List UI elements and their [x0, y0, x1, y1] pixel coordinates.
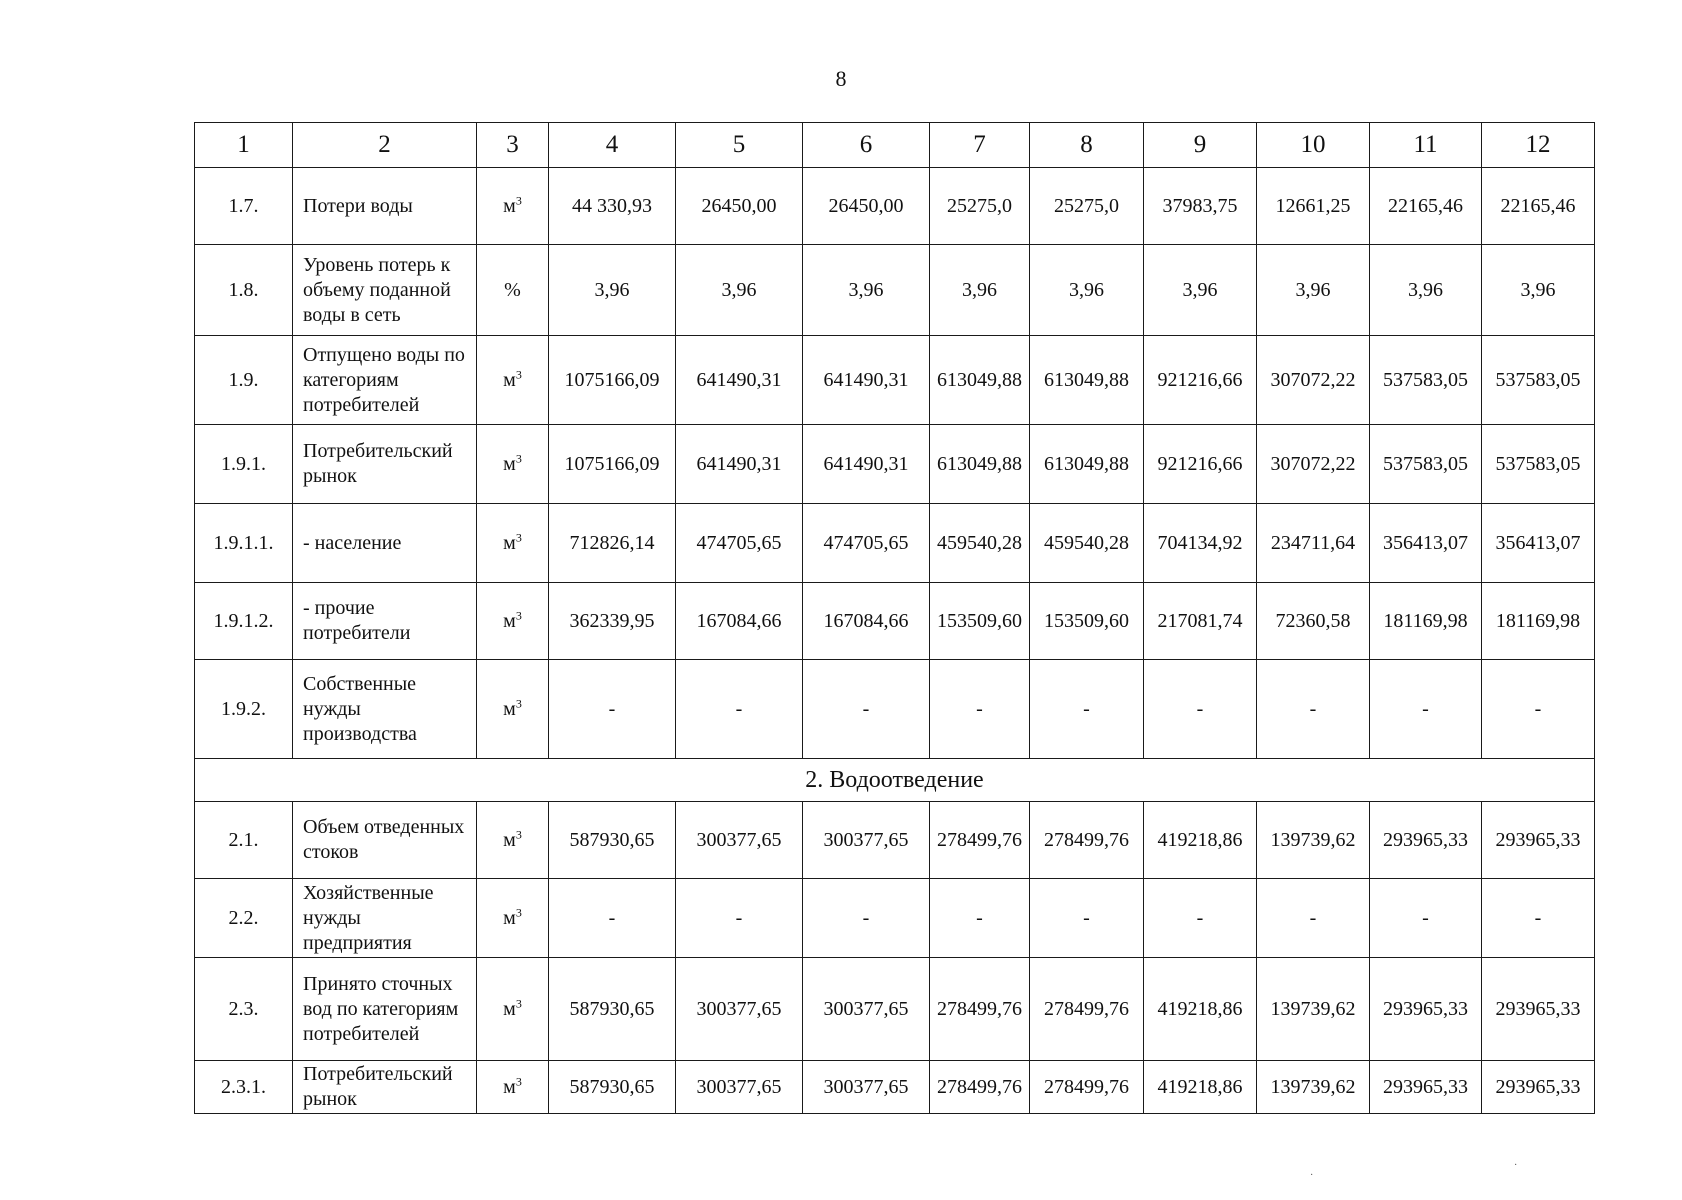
value-cell: 22165,46	[1370, 168, 1482, 245]
unit-base: м	[503, 610, 516, 632]
value-cell: 300377,65	[803, 1061, 930, 1114]
row-number-cell: 1.9.1.1.	[195, 504, 293, 583]
value-cell: -	[1370, 660, 1482, 759]
value-cell: 278499,76	[1030, 802, 1144, 879]
row-number-cell: 1.8.	[195, 245, 293, 336]
value-cell: 537583,05	[1370, 336, 1482, 425]
value-cell: 293965,33	[1482, 958, 1595, 1061]
value-cell: 356413,07	[1482, 504, 1595, 583]
row-number-cell: 2.1.	[195, 802, 293, 879]
scan-speck: ·	[1310, 1170, 1314, 1181]
unit-cell	[477, 958, 549, 1061]
row-number-cell: 1.7.	[195, 168, 293, 245]
column-number-cell: 3	[477, 123, 549, 168]
column-number-cell: 6	[803, 123, 930, 168]
value-cell: 704134,92	[1144, 504, 1257, 583]
table-body	[195, 123, 1595, 1114]
value-cell: 1075166,09	[549, 336, 676, 425]
value-cell: 474705,65	[803, 504, 930, 583]
table-row	[195, 1061, 1595, 1114]
column-number-cell: 9	[1144, 123, 1257, 168]
value-cell: 139739,62	[1257, 802, 1370, 879]
page-number: 8	[835, 66, 847, 91]
row-number-cell: 2.2.	[195, 879, 293, 958]
value-cell: 474705,65	[676, 504, 803, 583]
value-cell: -	[1030, 879, 1144, 958]
scan-speck: ·	[1514, 1160, 1518, 1171]
unit-base: м	[503, 698, 516, 720]
column-number-cell: 8	[1030, 123, 1144, 168]
table-row	[195, 660, 1595, 759]
value-cell: 641490,31	[803, 425, 930, 504]
table-row	[195, 168, 1595, 245]
value-cell: 921216,66	[1144, 425, 1257, 504]
indicator-name-cell: Отпущено воды по категориям потребителей	[293, 336, 477, 425]
value-cell: 278499,76	[1030, 958, 1144, 1061]
column-number-cell: 4	[549, 123, 676, 168]
value-cell: -	[549, 660, 676, 759]
value-cell: 307072,22	[1257, 336, 1370, 425]
value-cell: -	[1257, 660, 1370, 759]
indicator-name-cell: Собственные нужды производства	[293, 660, 477, 759]
unit-base: м	[503, 453, 516, 475]
value-cell: 613049,88	[930, 336, 1030, 425]
value-cell: 3,96	[803, 245, 930, 336]
unit-exponent: 3	[515, 827, 522, 842]
unit-base: м	[503, 829, 516, 851]
value-cell: 3,96	[676, 245, 803, 336]
indicator-name-cell: Потребительский рынок	[293, 1061, 477, 1114]
unit-exponent: 3	[515, 696, 522, 711]
value-cell: 362339,95	[549, 583, 676, 660]
value-cell: 181169,98	[1482, 583, 1595, 660]
value-cell: 293965,33	[1482, 802, 1595, 879]
value-cell: 293965,33	[1482, 1061, 1595, 1114]
value-cell: 37983,75	[1144, 168, 1257, 245]
value-cell: 537583,05	[1482, 336, 1595, 425]
unit-cell	[477, 1061, 549, 1114]
data-table	[194, 122, 1595, 1114]
table-row	[195, 504, 1595, 583]
value-cell: 587930,65	[549, 802, 676, 879]
unit-cell	[477, 879, 549, 958]
value-cell: 459540,28	[1030, 504, 1144, 583]
row-number-cell: 2.3.1.	[195, 1061, 293, 1114]
value-cell: -	[549, 879, 676, 958]
value-cell: 613049,88	[1030, 336, 1144, 425]
value-cell: -	[1144, 660, 1257, 759]
value-cell: 278499,76	[930, 958, 1030, 1061]
value-cell: 613049,88	[930, 425, 1030, 504]
value-cell: -	[1144, 879, 1257, 958]
value-cell: 1075166,09	[549, 425, 676, 504]
value-cell: 459540,28	[930, 504, 1030, 583]
unit-cell	[477, 583, 549, 660]
unit-exponent: 3	[515, 1074, 522, 1089]
value-cell: 3,96	[549, 245, 676, 336]
unit-cell	[477, 168, 549, 245]
indicator-name-cell: - прочие потребители	[293, 583, 477, 660]
value-cell: -	[930, 660, 1030, 759]
value-cell: -	[930, 879, 1030, 958]
unit-base: м	[503, 369, 516, 391]
value-cell: 72360,58	[1257, 583, 1370, 660]
table-row	[195, 879, 1595, 958]
unit-exponent: 3	[515, 905, 522, 920]
value-cell: -	[1030, 660, 1144, 759]
indicator-name-cell: Потребительский рынок	[293, 425, 477, 504]
value-cell: 234711,64	[1257, 504, 1370, 583]
value-cell: 26450,00	[676, 168, 803, 245]
value-cell: 300377,65	[676, 1061, 803, 1114]
unit-cell	[477, 336, 549, 425]
value-cell: 300377,65	[676, 802, 803, 879]
value-cell: 419218,86	[1144, 1061, 1257, 1114]
value-cell: 25275,0	[930, 168, 1030, 245]
value-cell: -	[803, 660, 930, 759]
value-cell: 139739,62	[1257, 1061, 1370, 1114]
unit-exponent: 3	[515, 193, 522, 208]
table-row	[195, 336, 1595, 425]
value-cell: -	[1257, 879, 1370, 958]
value-cell: 217081,74	[1144, 583, 1257, 660]
unit-exponent: 3	[515, 608, 522, 623]
row-number-cell: 1.9.2.	[195, 660, 293, 759]
value-cell: 3,96	[1030, 245, 1144, 336]
section-title: 2. Водоотведение	[195, 759, 1595, 802]
value-cell: 300377,65	[676, 958, 803, 1061]
unit-base: м	[503, 907, 516, 929]
value-cell: 419218,86	[1144, 958, 1257, 1061]
value-cell: -	[803, 879, 930, 958]
indicator-name-cell: - население	[293, 504, 477, 583]
indicator-name-cell: Потери воды	[293, 168, 477, 245]
column-number-cell: 10	[1257, 123, 1370, 168]
value-cell: 300377,65	[803, 958, 930, 1061]
value-cell: 139739,62	[1257, 958, 1370, 1061]
value-cell: 712826,14	[549, 504, 676, 583]
value-cell: 537583,05	[1482, 425, 1595, 504]
table-row	[195, 425, 1595, 504]
value-cell: 3,96	[1144, 245, 1257, 336]
value-cell: 293965,33	[1370, 1061, 1482, 1114]
row-number-cell: 2.3.	[195, 958, 293, 1061]
value-cell: 3,96	[1370, 245, 1482, 336]
value-cell: -	[676, 879, 803, 958]
value-cell: 293965,33	[1370, 802, 1482, 879]
unit-exponent: 3	[515, 451, 522, 466]
column-number-cell: 2	[293, 123, 477, 168]
column-number-cell: 7	[930, 123, 1030, 168]
unit-base: м	[503, 195, 516, 217]
unit-cell	[477, 802, 549, 879]
value-cell: 278499,76	[930, 802, 1030, 879]
unit-cell: %	[477, 245, 549, 336]
row-number-cell: 1.9.1.2.	[195, 583, 293, 660]
unit-cell	[477, 425, 549, 504]
value-cell: 587930,65	[549, 1061, 676, 1114]
unit-base: м	[503, 532, 516, 554]
value-cell: -	[1370, 879, 1482, 958]
unit-cell	[477, 504, 549, 583]
value-cell: 153509,60	[1030, 583, 1144, 660]
value-cell: -	[1482, 660, 1595, 759]
value-cell: 537583,05	[1370, 425, 1482, 504]
value-cell: 278499,76	[1030, 1061, 1144, 1114]
row-number-cell: 1.9.1.	[195, 425, 293, 504]
unit-exponent: 3	[515, 367, 522, 382]
table-row	[195, 958, 1595, 1061]
value-cell: 181169,98	[1370, 583, 1482, 660]
value-cell: 356413,07	[1370, 504, 1482, 583]
column-number-cell: 11	[1370, 123, 1482, 168]
value-cell: 153509,60	[930, 583, 1030, 660]
unit-cell	[477, 660, 549, 759]
value-cell: 613049,88	[1030, 425, 1144, 504]
value-cell: 921216,66	[1144, 336, 1257, 425]
value-cell: 167084,66	[676, 583, 803, 660]
value-cell: 419218,86	[1144, 802, 1257, 879]
table-row	[195, 802, 1595, 879]
column-number-row	[195, 123, 1595, 168]
value-cell: 44 330,93	[549, 168, 676, 245]
value-cell: 22165,46	[1482, 168, 1595, 245]
section-row	[195, 759, 1595, 802]
value-cell: 167084,66	[803, 583, 930, 660]
indicator-name-cell: Хозяйственные нужды предприятия	[293, 879, 477, 958]
indicator-name-cell: Уровень потерь к объему поданной воды в сеть	[293, 245, 477, 336]
value-cell: 307072,22	[1257, 425, 1370, 504]
unit-exponent: 3	[515, 530, 522, 545]
column-number-cell: 1	[195, 123, 293, 168]
value-cell: 641490,31	[803, 336, 930, 425]
value-cell: 12661,25	[1257, 168, 1370, 245]
value-cell: 26450,00	[803, 168, 930, 245]
column-number-cell: 12	[1482, 123, 1595, 168]
indicator-name-cell: Принято сточных вод по категориям потребителей	[293, 958, 477, 1061]
column-number-cell: 5	[676, 123, 803, 168]
value-cell: 3,96	[1257, 245, 1370, 336]
value-cell: 3,96	[1482, 245, 1595, 336]
value-cell: -	[1482, 879, 1595, 958]
value-cell: 641490,31	[676, 425, 803, 504]
value-cell: 641490,31	[676, 336, 803, 425]
value-cell: 587930,65	[549, 958, 676, 1061]
unit-base: м	[503, 998, 516, 1020]
unit-base: м	[503, 1076, 516, 1098]
value-cell: 25275,0	[1030, 168, 1144, 245]
value-cell: 300377,65	[803, 802, 930, 879]
unit-exponent: 3	[515, 996, 522, 1011]
row-number-cell: 1.9.	[195, 336, 293, 425]
table-row	[195, 245, 1595, 336]
value-cell: -	[676, 660, 803, 759]
value-cell: 3,96	[930, 245, 1030, 336]
table-row	[195, 583, 1595, 660]
value-cell: 293965,33	[1370, 958, 1482, 1061]
value-cell: 278499,76	[930, 1061, 1030, 1114]
indicator-name-cell: Объем отведенных стоков	[293, 802, 477, 879]
